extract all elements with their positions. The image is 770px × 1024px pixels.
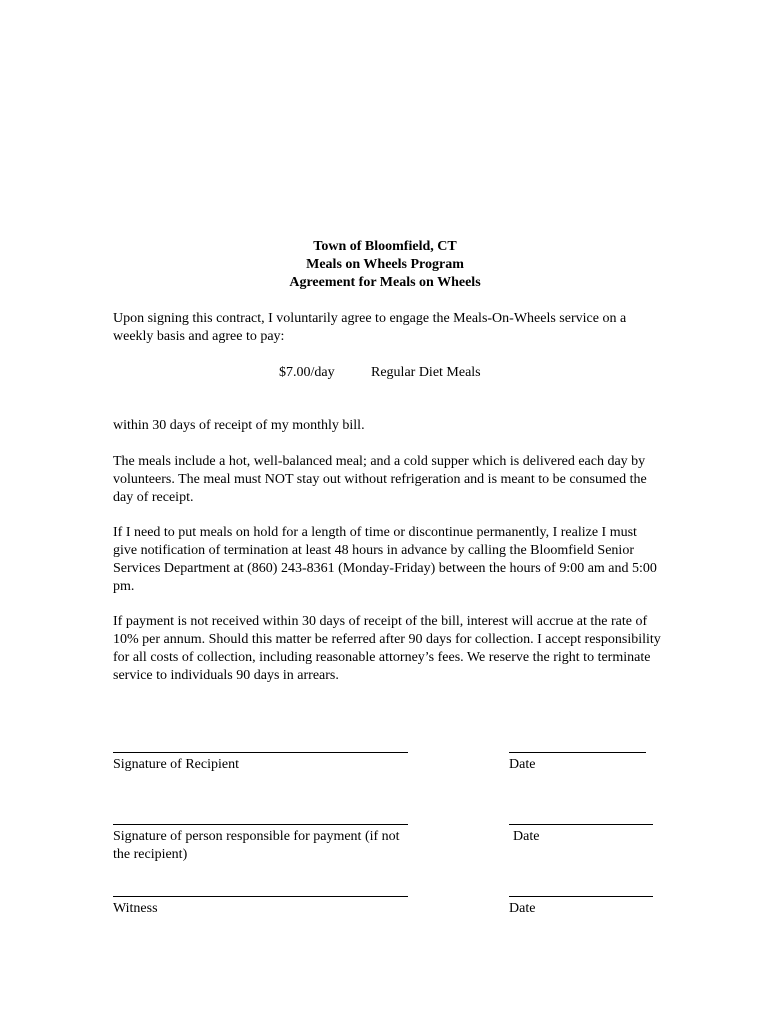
payer-date-label: Date	[513, 829, 540, 844]
payer-signature-line[interactable]	[113, 824, 408, 825]
payer-date-line[interactable]	[509, 824, 653, 825]
header-agreement-title: Agreement for Meals on Wheels	[289, 275, 481, 290]
recipient-signature-label: Signature of Recipient	[113, 757, 239, 772]
rate-meal-type: Regular Diet Meals	[371, 365, 481, 380]
hold-paragraph: If I need to put meals on hold for a length of time or discontinue permanently, I realize I must give notification of termination at least 48 hours in advance by calling the Bloomfield Senior Services Department at (860) 243-8361 (Monday-Friday) between the hours of 9:00 am and 5:00 pm.	[113, 525, 657, 594]
payment-terms: within 30 days of receipt of my monthly bill.	[113, 418, 365, 433]
header-town: Town of Bloomfield, CT	[313, 239, 457, 254]
interest-paragraph: If payment is not received within 30 days of receipt of the bill, interest will accrue at the rate of 10% per annum. Should this matter be referred after 90 days for collection. I accept responsibility for all costs of collection, including reasonable attorney’s fees. We reserve the right to terminate service to individuals 90 days in arrears.	[113, 614, 661, 683]
recipient-signature-line[interactable]	[113, 752, 408, 753]
witness-date-line[interactable]	[509, 896, 653, 897]
header-program: Meals on Wheels Program	[306, 257, 464, 272]
recipient-date-line[interactable]	[509, 752, 646, 753]
intro-paragraph: Upon signing this contract, I voluntarily agree to engage the Meals-On-Wheels service on a weekly basis and agree to pay:	[113, 311, 627, 344]
payer-signature-label: Signature of person responsible for payment (if not the recipient)	[113, 829, 400, 862]
meals-paragraph: The meals include a hot, well-balanced meal; and a cold supper which is delivered each day by volunteers. The meal must NOT stay out without refrigeration and is meant to be consumed the day of receipt.	[113, 454, 647, 505]
recipient-date-label: Date	[509, 757, 536, 772]
witness-date-label: Date	[509, 901, 536, 916]
rate-price: $7.00/day	[279, 365, 335, 380]
document-header	[0, 238, 770, 292]
witness-signature-label: Witness	[113, 901, 158, 916]
witness-signature-line[interactable]	[113, 896, 408, 897]
